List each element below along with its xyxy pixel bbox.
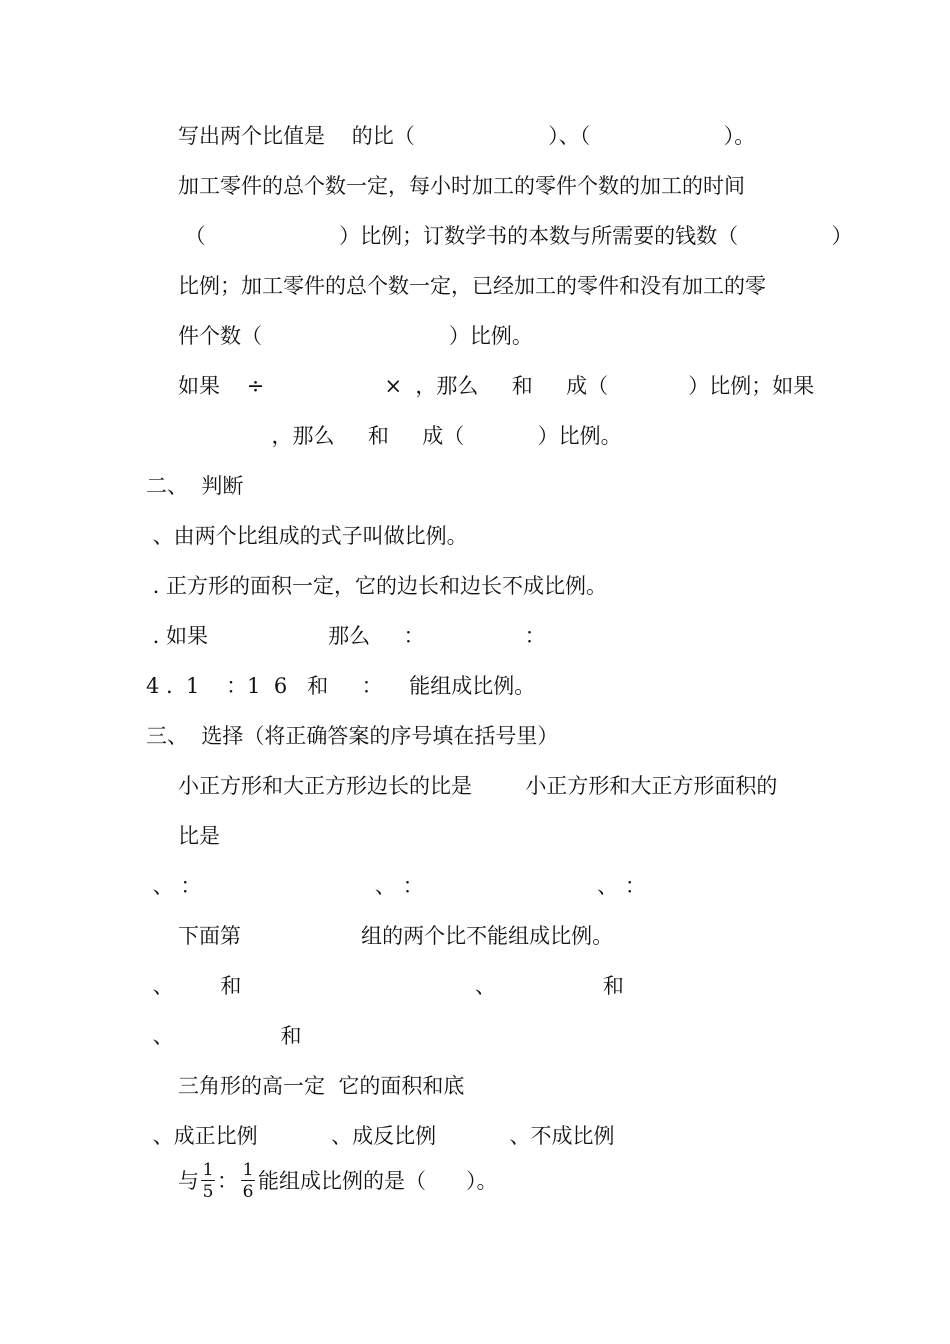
question-line-7: ，那么 和 成（ ）比例。 bbox=[178, 424, 622, 448]
fraction-one-fifth bbox=[201, 1161, 215, 1201]
fraction-denominator: 5 bbox=[202, 1182, 214, 1202]
choice-question-1-line-2: 比是 bbox=[178, 824, 220, 848]
question-4-colon: ： bbox=[217, 1169, 238, 1193]
question-4-suffix: 能组成比例的是（ ）。 bbox=[258, 1169, 498, 1193]
question-line-3: （ ）比例；订数学书的本数与所需要的钱数（ ） bbox=[178, 224, 853, 248]
choice-question-1-line-1: 小正方形和大正方形边长的比是 小正方形和大正方形面积的 bbox=[178, 774, 778, 798]
fraction-bar bbox=[241, 1180, 255, 1181]
fraction-numerator: 1 bbox=[202, 1160, 214, 1180]
choice-options-2a: 、 和 、 和 bbox=[146, 974, 624, 998]
fraction-bar bbox=[201, 1180, 215, 1181]
section-heading-judge: 二、 判断 bbox=[146, 474, 244, 498]
choice-options-3: 、成正比例 、成反比例 、不成比例 bbox=[146, 1124, 615, 1148]
question-line-5: 件个数（ ）比例。 bbox=[178, 324, 533, 348]
choice-options-1: 、 ： 、 ： 、 ： bbox=[146, 874, 646, 898]
question-line-6: 如果 ÷ × ，那么 和 成（ ）比例；如果 bbox=[178, 374, 815, 398]
judge-item-4: 4 . 1 ：1 6 和 ： 能组成比例。 bbox=[146, 674, 536, 698]
fraction-numerator: 1 bbox=[242, 1160, 254, 1180]
choice-options-2b: 、 和 bbox=[146, 1024, 302, 1048]
choice-question-2: 下面第 组的两个比不能组成比例。 bbox=[178, 924, 614, 948]
question-4-prefix: 与 bbox=[178, 1169, 199, 1193]
judge-item-3: . 如果 那么 ： ： bbox=[146, 624, 546, 648]
question-line-2: 加工零件的总个数一定，每小时加工的零件个数的加工的时间 bbox=[178, 174, 745, 198]
judge-item-2: . 正方形的面积一定，它的边长和边长不成比例。 bbox=[146, 574, 608, 598]
question-line-1: 写出两个比值是 的比（ ）、（ ）。 bbox=[178, 124, 756, 148]
judge-item-1: 、由两个比组成的式子叫做比例。 bbox=[146, 524, 468, 548]
fraction-one-sixth bbox=[241, 1161, 255, 1201]
question-line-4: 比例；加工零件的总个数一定，已经加工的零件和没有加工的零 bbox=[178, 274, 766, 298]
choice-question-3: 三角形的高一定 它的面积和底 bbox=[178, 1074, 465, 1098]
fraction-denominator: 6 bbox=[242, 1182, 254, 1202]
section-heading-choice: 三、 选择（将正确答案的序号填在括号里） bbox=[146, 724, 559, 748]
